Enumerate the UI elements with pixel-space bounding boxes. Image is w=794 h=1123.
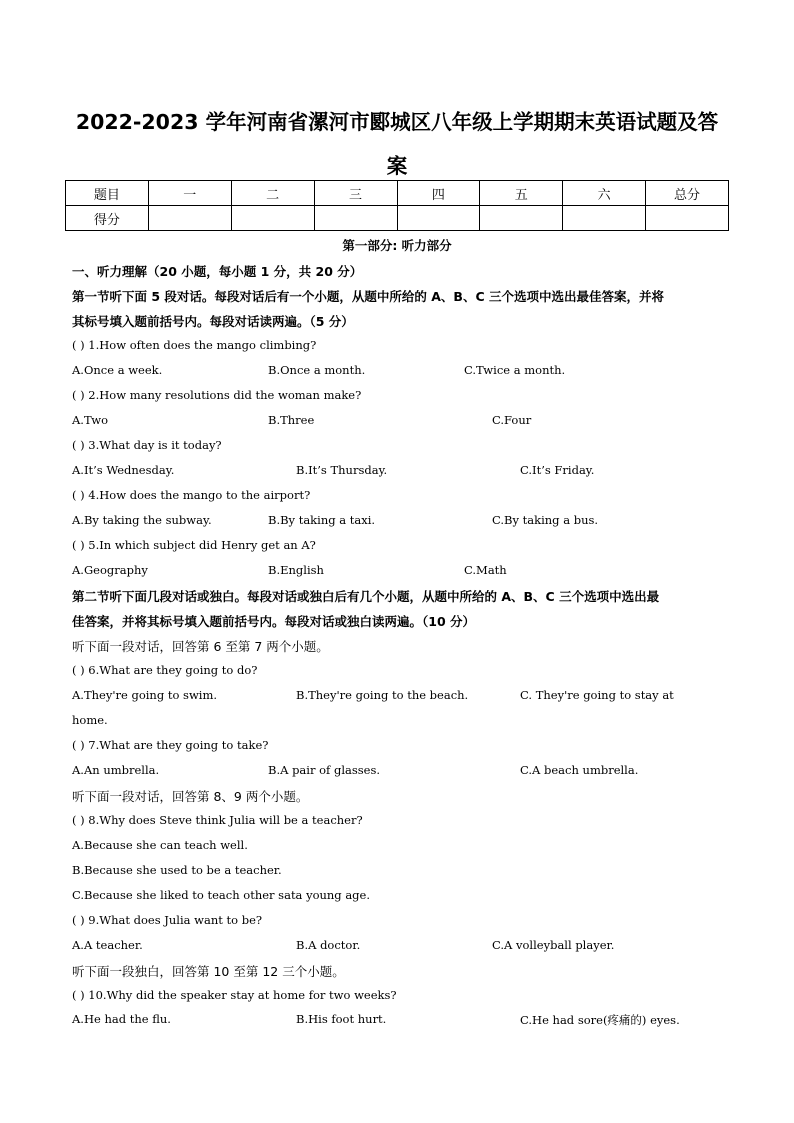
question-5-option-b: B.English xyxy=(268,563,324,577)
question-7-stem: ( ) 7.What are they going to take? xyxy=(72,738,269,752)
question-7-option-a: A.An umbrella. xyxy=(72,763,160,777)
question-3-option-a: A.It’s Wednesday. xyxy=(72,463,175,477)
title-line-2: 案 xyxy=(386,154,408,178)
subsection1-line1: 第一节听下面 5 段对话。每段对话后有一个小题，从题中所给的 A、B、C 三个选项中选出最佳答案，并将 xyxy=(72,289,664,304)
header-cell: 二 xyxy=(231,181,314,206)
question-6-option-b: B.They're going to the beach. xyxy=(296,688,469,702)
question-3-option-c: C.It’s Friday. xyxy=(520,463,595,477)
score-table-header-row xyxy=(66,181,729,206)
score-cell[interactable] xyxy=(231,206,314,231)
score-cell[interactable] xyxy=(646,206,729,231)
question-1-option-b: B.Once a month. xyxy=(268,363,366,377)
document-title xyxy=(60,100,734,188)
row-label-cell: 得分 xyxy=(66,206,149,231)
question-7-option-b: B.A pair of glasses. xyxy=(268,763,381,777)
header-cell: 五 xyxy=(480,181,563,206)
part1-title: 第一部分: 听力部分 xyxy=(342,238,452,253)
instruction-8-9: 听下面一段对话，回答第 8、9 两个小题。 xyxy=(72,789,309,804)
score-table-score-row xyxy=(66,206,729,231)
score-cell[interactable] xyxy=(148,206,231,231)
score-table xyxy=(65,180,729,231)
question-1-stem: ( ) 1.How often does the mango climbing? xyxy=(72,338,317,352)
question-10-option-a: A.He had the flu. xyxy=(72,1012,171,1026)
header-cell: 六 xyxy=(563,181,646,206)
title-line-1: 2022-2023 学年河南省漯河市郾城区八年级上学期期末英语试题及答 xyxy=(75,110,719,134)
question-8-stem: ( ) 8.Why does Steve think Julia will be a teacher? xyxy=(72,813,363,827)
header-cell: 三 xyxy=(314,181,397,206)
question-6-option-c: C. They're going to stay at xyxy=(520,688,674,702)
question-10-stem: ( ) 10.Why did the speaker stay at home for two weeks? xyxy=(72,988,397,1002)
question-9-option-a: A.A teacher. xyxy=(72,938,143,952)
question-3-option-b: B.It’s Thursday. xyxy=(296,463,388,477)
question-4-option-c: C.By taking a bus. xyxy=(492,513,599,527)
question-7-option-c: C.A beach umbrella. xyxy=(520,763,639,777)
instruction-6-7: 听下面一段对话，回答第 6 至第 7 两个小题。 xyxy=(72,639,329,654)
header-cell: 四 xyxy=(397,181,480,206)
question-6-option-c-continued: home. xyxy=(72,713,108,727)
question-1-option-a: A.Once a week. xyxy=(72,363,163,377)
question-5-option-c: C.Math xyxy=(464,563,507,577)
section1-title: 一、听力理解（20 小题，每小题 1 分，共 20 分） xyxy=(72,264,363,279)
question-9-option-c: C.A volleyball player. xyxy=(492,938,615,952)
question-9-option-b: B.A doctor. xyxy=(296,938,361,952)
score-cell[interactable] xyxy=(314,206,397,231)
question-8-option-a: A.Because she can teach well. xyxy=(72,838,248,852)
question-4-option-b: B.By taking a taxi. xyxy=(268,513,376,527)
subsection2-line2: 佳答案，并将其标号填入题前括号内。每段对话或独白读两遍。（10 分） xyxy=(72,614,475,629)
question-2-option-a: A.Two xyxy=(72,413,108,427)
question-6-stem: ( ) 6.What are they going to do? xyxy=(72,663,258,677)
question-8-option-b: B.Because she used to be a teacher. xyxy=(72,863,282,877)
score-cell[interactable] xyxy=(563,206,646,231)
header-cell: 总分 xyxy=(646,181,729,206)
question-4-stem: ( ) 4.How does the mango to the airport? xyxy=(72,488,311,502)
question-10-option-b: B.His foot hurt. xyxy=(296,1012,387,1026)
question-3-stem: ( ) 3.What day is it today? xyxy=(72,438,222,452)
question-2-stem: ( ) 2.How many resolutions did the woman make? xyxy=(72,388,362,402)
header-cell: 题目 xyxy=(66,181,149,206)
header-cell: 一 xyxy=(148,181,231,206)
question-6-option-a: A.They're going to swim. xyxy=(72,688,218,702)
question-1-option-c: C.Twice a month. xyxy=(464,363,566,377)
question-5-option-a: A.Geography xyxy=(72,563,148,577)
question-5-stem: ( ) 5.In which subject did Henry get an A? xyxy=(72,538,316,552)
score-cell[interactable] xyxy=(480,206,563,231)
question-2-option-b: B.Three xyxy=(268,413,315,427)
question-9-stem: ( ) 9.What does Julia want to be? xyxy=(72,913,263,927)
subsection1-line2: 其标号填入题前括号内。每段对话读两遍。（5 分） xyxy=(72,314,354,329)
question-4-option-a: A.By taking the subway. xyxy=(72,513,212,527)
subsection2-line1: 第二节听下面几段对话或独白。每段对话或独白后有几个小题，从题中所给的 A、B、C 三个选项中选出最 xyxy=(72,589,660,604)
instruction-10-12: 听下面一段独白，回答第 10 至第 12 三个小题。 xyxy=(72,964,345,979)
question-8-option-c: C.Because she liked to teach other sata young age. xyxy=(72,888,371,902)
question-2-option-c: C.Four xyxy=(492,413,532,427)
question-10-option-c: C.He had sore(疼痛的) eyes. xyxy=(520,1013,680,1027)
score-cell[interactable] xyxy=(397,206,480,231)
